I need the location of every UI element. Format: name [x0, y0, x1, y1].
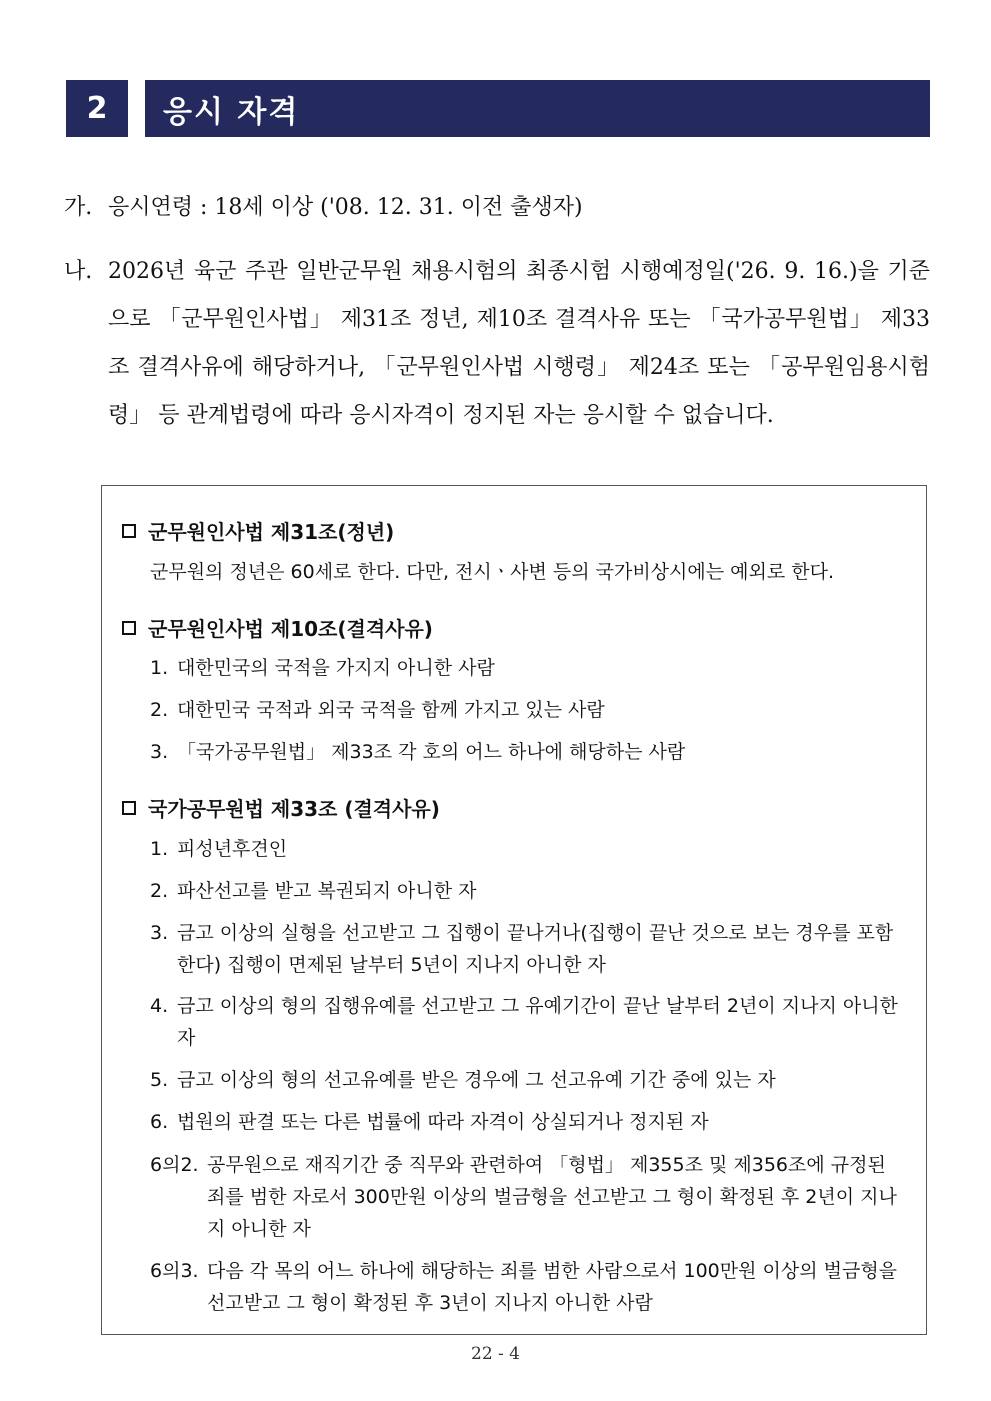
paragraph-text: 2026년 육군 주관 일반군무원 채용시험의 최종시험 시행예정일('26. 9. 16.)을 기준으로 「군무원인사법」 제31조 정년, 제10조 결격사유 또는 「국가공무원법」 제33조 결격사유에 해당하거나, 「군무원인사법 시행령」 제24조 또는 「공무원임용시험령」 등 관계법령에 따라 응시자격이 정지된 자는 응시할 수 없습니다. — [108, 259, 930, 428]
list-item-text: 금고 이상의 형의 선고유예를 받은 경우에 그 선고유예 기간 중에 있는 자 — [177, 1069, 776, 1091]
list-item-number: 1. — [150, 657, 169, 679]
section-heading — [122, 793, 440, 822]
list-item — [150, 833, 908, 865]
checkbox-square-icon — [122, 621, 136, 635]
list-item — [150, 736, 908, 768]
list-item-text: 「국가공무원법」 제33조 각 호의 어느 하나에 해당하는 사람 — [177, 741, 686, 763]
paragraph-marker: 나. — [64, 259, 93, 284]
list-item-text: 대한민국 국적과 외국 국적을 함께 가지고 있는 사람 — [177, 699, 605, 721]
section-heading — [122, 516, 394, 545]
page-number: 22 - 4 — [471, 1344, 520, 1364]
list-item-text: 법원의 판결 또는 다른 법률에 따라 자격이 상실되거나 정지된 자 — [177, 1111, 709, 1133]
section-heading — [122, 613, 433, 642]
section-heading-text: 국가공무원법 제33조 (결격사유) — [148, 797, 440, 821]
list-item — [150, 875, 908, 907]
list-item-number: 2. — [150, 880, 169, 902]
list-item-text: 금고 이상의 형의 집행유예를 선고받고 그 유예기간이 끝난 날부터 2년이 지나지 아니한 자 — [177, 995, 898, 1049]
list-item — [150, 652, 908, 684]
list-item-text: 금고 이상의 실형을 선고받고 그 집행이 끝나거나(집행이 끝난 것으로 보는 경우를 포함한다) 집행이 면제된 날부터 5년이 지나지 아니한 자 — [177, 922, 894, 976]
legal-reference-box — [101, 485, 927, 1335]
list-item — [150, 1106, 908, 1138]
section-title: 응시 자격 — [145, 80, 930, 137]
list-item-text: 피성년후견인 — [177, 838, 288, 860]
paragraph-na — [64, 248, 930, 440]
list-item — [150, 990, 908, 1054]
list-item-text: 다음 각 목의 어느 하나에 해당하는 죄를 범한 사람으로서 100만원 이상의 벌금형을 선고받고 그 형이 확정된 후 3년이 지나지 아니한 사람 — [207, 1260, 898, 1314]
list-item-number: 6. — [150, 1111, 169, 1133]
list-item-number: 3. — [150, 922, 169, 944]
list-item — [150, 1255, 908, 1319]
paragraph-ga — [64, 184, 930, 232]
list-item-number: 3. — [150, 741, 169, 763]
list-item-text: 파산선고를 받고 복권되지 아니한 자 — [177, 880, 477, 902]
list-item — [150, 917, 908, 981]
paragraph-marker: 가. — [64, 195, 93, 220]
list-item-number: 4. — [150, 995, 169, 1017]
checkbox-square-icon — [122, 801, 136, 815]
list-item-number: 6의2. — [150, 1154, 199, 1176]
list-item-text: 대한민국의 국적을 가지지 아니한 사람 — [177, 657, 495, 679]
section-number-badge: 2 — [66, 80, 128, 137]
checkbox-square-icon — [122, 524, 136, 538]
list-item-number: 5. — [150, 1069, 169, 1091]
list-item-number: 2. — [150, 699, 169, 721]
list-item-text: 공무원으로 재직기간 중 직무와 관련하여 「형법」 제355조 및 제356조에 규정된 죄를 범한 자로서 300만원 이상의 벌금형을 선고받고 그 형이 확정된 후 2년이 지나지 아니한 자 — [207, 1154, 897, 1240]
paragraph-text: 응시연령 : 18세 이상 ('08. 12. 31. 이전 출생자) — [108, 195, 583, 220]
list-item — [150, 1149, 908, 1245]
list-item — [150, 694, 908, 726]
section-text: 군무원의 정년은 60세로 한다. 다만, 전시ㆍ사변 등의 국가비상시에는 예외로 한다. — [150, 561, 834, 583]
list-item-number: 1. — [150, 838, 169, 860]
list-item — [150, 1064, 908, 1096]
section-heading-text: 군무원인사법 제10조(결격사유) — [148, 617, 433, 641]
list-item-number: 6의3. — [150, 1260, 199, 1282]
section-heading-text: 군무원인사법 제31조(정년) — [148, 520, 395, 544]
